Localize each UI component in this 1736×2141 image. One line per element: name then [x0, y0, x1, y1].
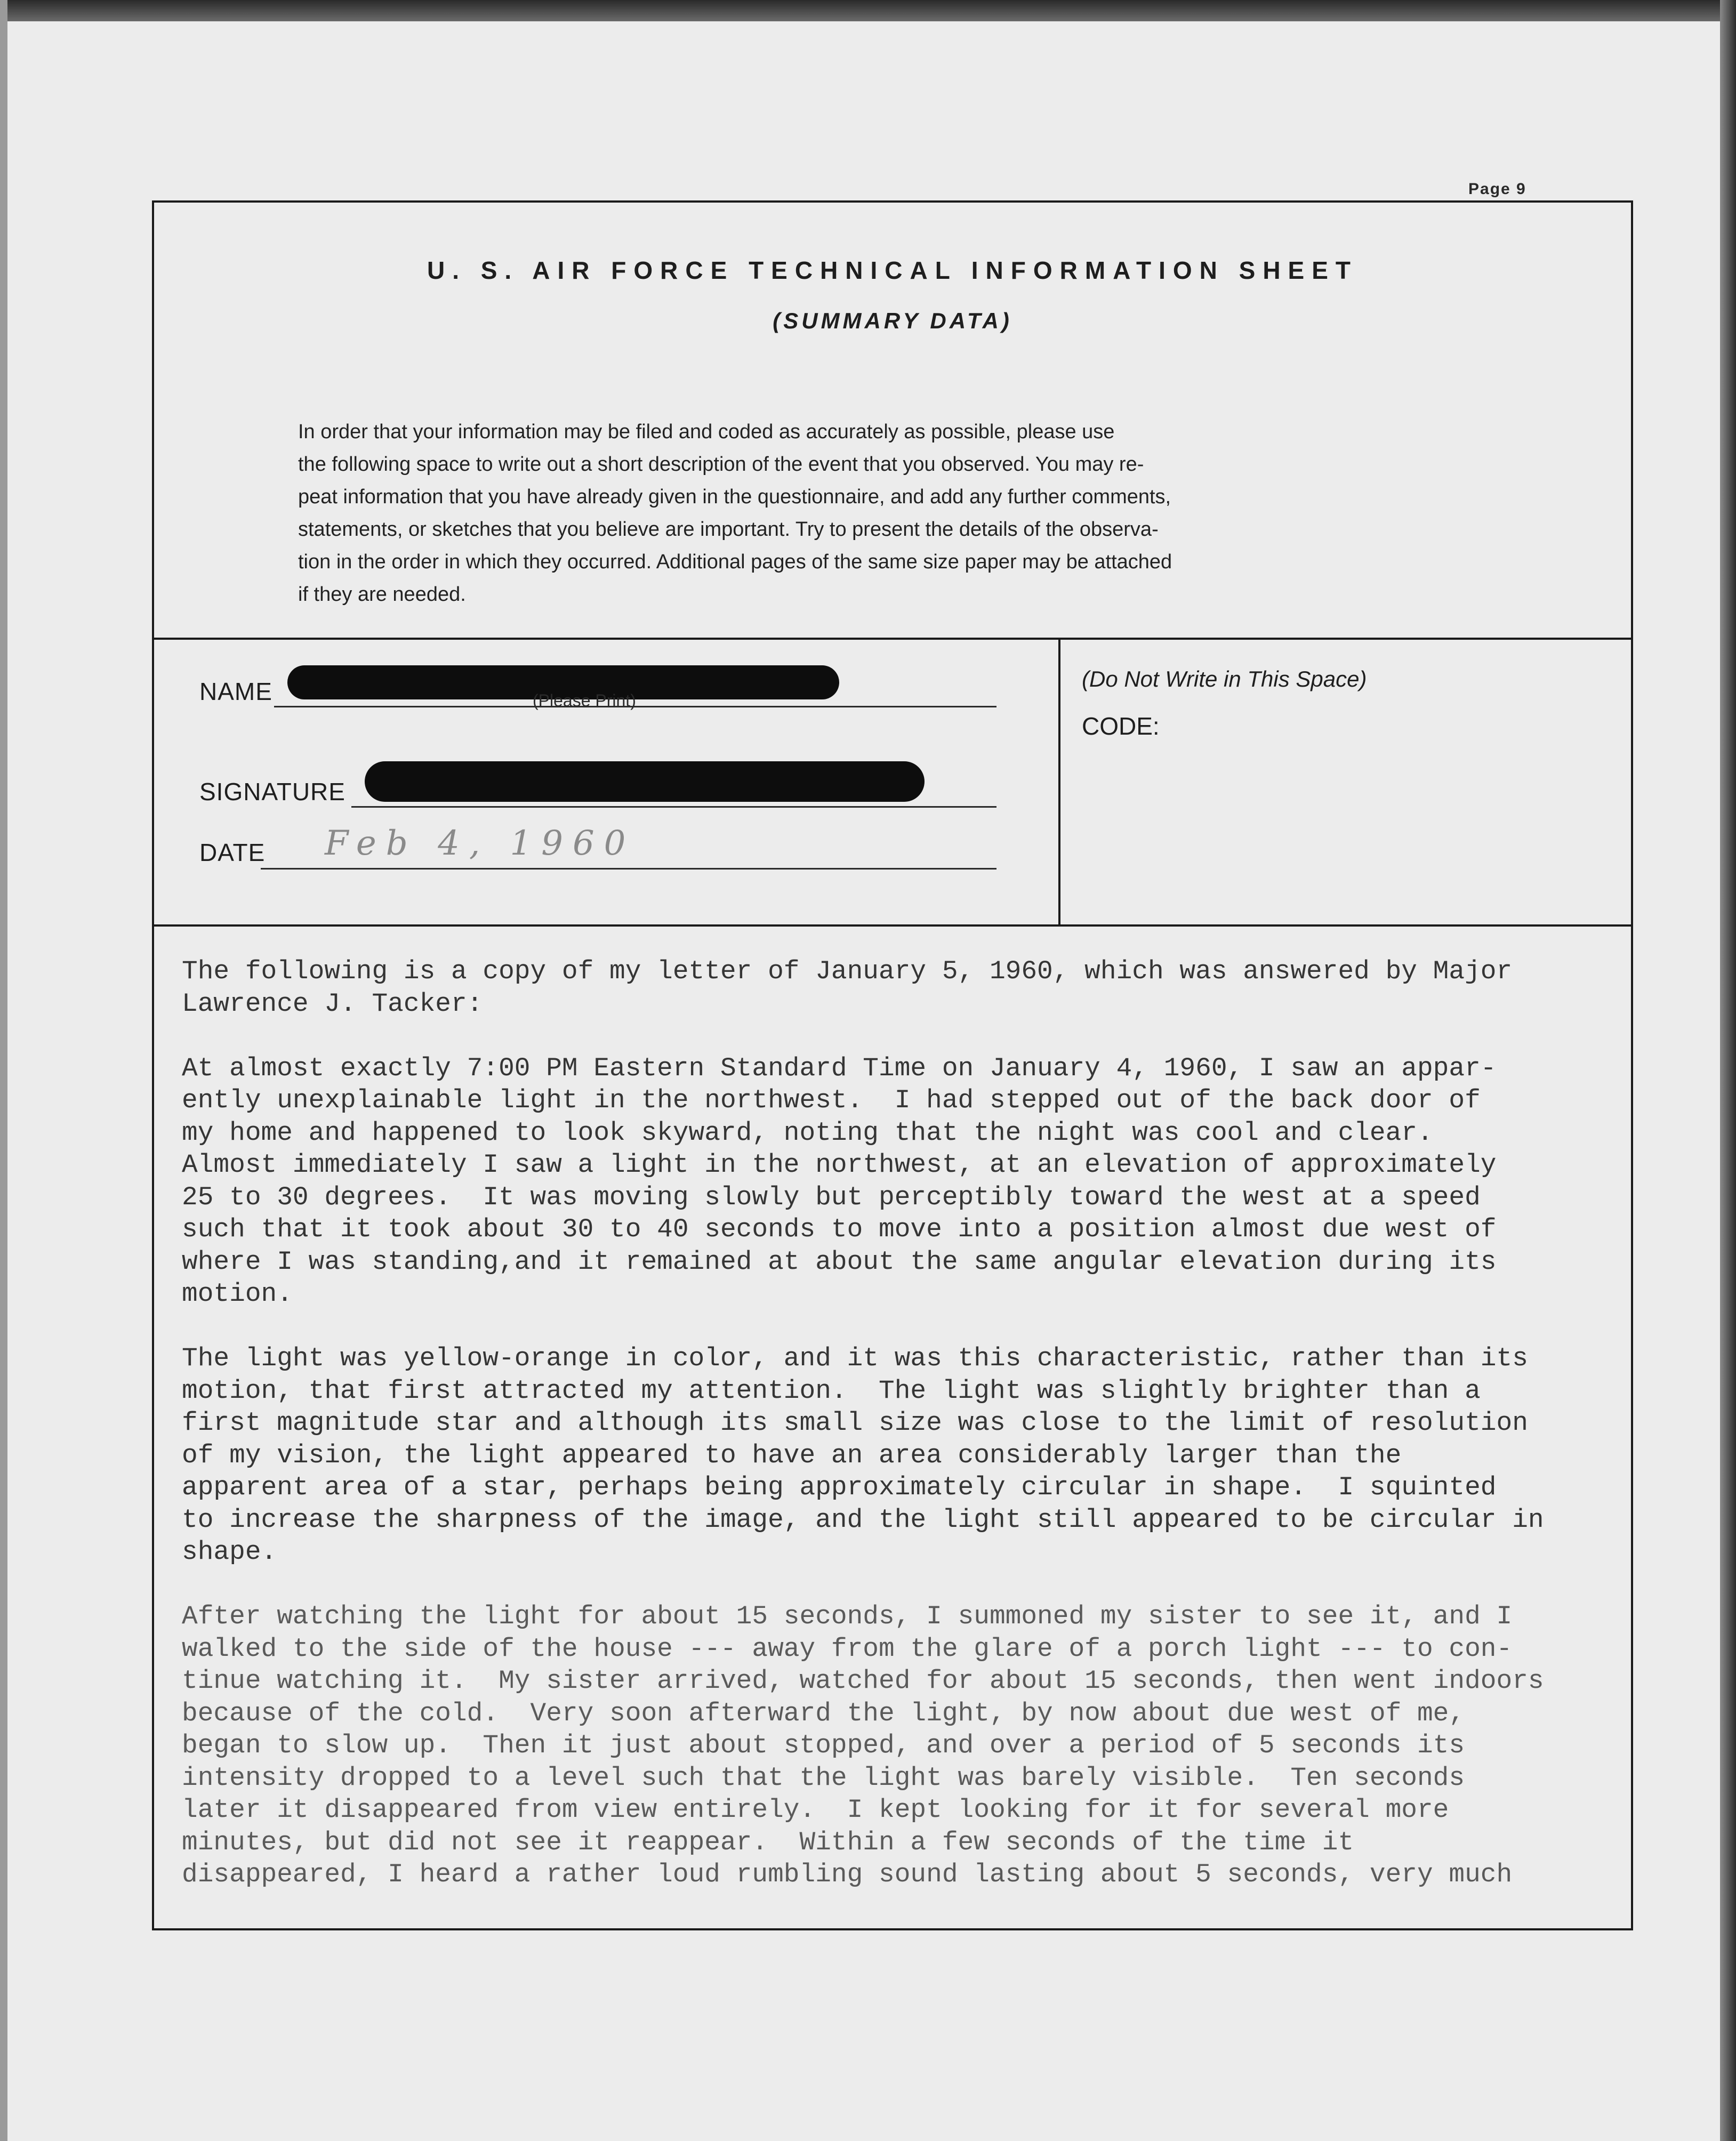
instruction-line: if they are needed.	[298, 583, 466, 606]
instruction-line: In order that your information may be filed and coded as accurately as possible, please use	[298, 421, 1115, 443]
text-line: apparent area of a star, perhaps being approximately circular in shape. I squinted	[182, 1472, 1497, 1502]
text-line: intensity dropped to a level such that the light was barely visible. Ten seconds	[182, 1762, 1465, 1793]
observer-fields	[154, 640, 1060, 924]
text-line: The light was yellow-orange in color, and it was this characteristic, rather than its	[182, 1343, 1528, 1373]
text-line: Lawrence J. Tacker:	[182, 988, 483, 1019]
text-line: tinue watching it. My sister arrived, watched for about 15 seconds, then went indoors	[182, 1666, 1544, 1696]
text-line: Almost immediately I saw a light in the northwest, at an elevation of approximately	[182, 1150, 1497, 1180]
signature-field	[351, 806, 996, 808]
code-label: CODE:	[1082, 712, 1160, 740]
information-sheet-form	[152, 200, 1633, 1930]
page-number: Page 9	[1468, 180, 1526, 198]
text-line: After watching the light for about 15 seconds, I summoned my sister to see it, and I	[182, 1601, 1513, 1631]
text-line: because of the cold. Very soon afterward the light, by now about due west of me,	[182, 1698, 1465, 1728]
text-line: 25 to 30 degrees. It was moving slowly but perceptibly toward the west at a speed	[182, 1182, 1481, 1212]
please-print-note: (Please Print)	[533, 691, 636, 710]
text-line: ently unexplainable light in the northwest. I had stepped out of the back door of	[182, 1085, 1481, 1115]
date-field	[261, 868, 996, 870]
instruction-line: peat information that you have already given in the questionnaire, and add any further comments,	[298, 486, 1171, 508]
letter-paragraph	[182, 955, 1611, 1020]
text-line: first magnitude star and although its small size was close to the limit of resolution	[182, 1408, 1528, 1438]
text-line: minutes, but did not see it reappear. Within a few seconds of the time it	[182, 1827, 1354, 1857]
text-line: walked to the side of the house --- away from the glare of a porch light --- to con-	[182, 1633, 1513, 1664]
text-line: motion, that first attracted my attention. The light was slightly brighter than a	[182, 1375, 1481, 1406]
scan-edge-left	[0, 0, 7, 2141]
text-line: At almost exactly 7:00 PM Eastern Standard Time on January 4, 1960, I saw an appar-	[182, 1053, 1497, 1083]
text-line: The following is a copy of my letter of January 5, 1960, which was answered by Major	[182, 956, 1513, 986]
instruction-line: tion in the order in which they occurred. Additional pages of the same size paper may be attached	[298, 551, 1172, 573]
signature-label: SIGNATURE	[199, 778, 345, 806]
text-line: my home and happened to look skyward, noting that the night was cool and clear.	[182, 1117, 1433, 1148]
scan-edge-right	[1720, 0, 1736, 2141]
form-instructions	[298, 416, 1530, 611]
office-use-note: (Do Not Write in This Space)	[1082, 666, 1367, 691]
signature-redaction	[365, 761, 925, 802]
name-label: NAME	[199, 678, 272, 705]
text-line: of my vision, the light appeared to have an area considerably larger than the	[182, 1440, 1402, 1470]
letter-paragraph	[182, 1052, 1611, 1310]
text-line: began to slow up. Then it just about stopped, and over a period of 5 seconds its	[182, 1730, 1465, 1760]
text-line: later it disappeared from view entirely. I kept looking for it for several more	[182, 1795, 1449, 1825]
text-line: shape.	[182, 1537, 277, 1567]
letter-body	[182, 955, 1611, 1923]
letter-paragraph	[182, 1600, 1611, 1891]
form-header	[154, 203, 1631, 640]
text-line: to increase the sharpness of the image, and the light still appeared to be circular in	[182, 1504, 1544, 1535]
text-line: disappeared, I heard a rather loud rumbling sound lasting about 5 seconds, very much	[182, 1860, 1513, 1889]
identification-section	[154, 640, 1631, 927]
text-line: where I was standing,and it remained at about the same angular elevation during its	[182, 1246, 1497, 1277]
scan-edge-top	[0, 0, 1736, 21]
instruction-line: the following space to write out a short description of the event that you observed. You may re-	[298, 453, 1144, 476]
date-label: DATE	[199, 839, 266, 866]
text-line: such that it took about 30 to 40 seconds to move into a position almost due west of	[182, 1214, 1497, 1244]
form-title: U. S. AIR FORCE TECHNICAL INFORMATION SHEET	[427, 256, 1359, 284]
form-subtitle: (SUMMARY DATA)	[773, 308, 1012, 333]
letter-paragraph	[182, 1342, 1611, 1568]
date-value: Feb 4, 1960	[325, 824, 636, 863]
text-line: motion.	[182, 1279, 293, 1309]
instruction-line: statements, or sketches that you believe are important. Try to present the details of the observa-	[298, 518, 1159, 541]
